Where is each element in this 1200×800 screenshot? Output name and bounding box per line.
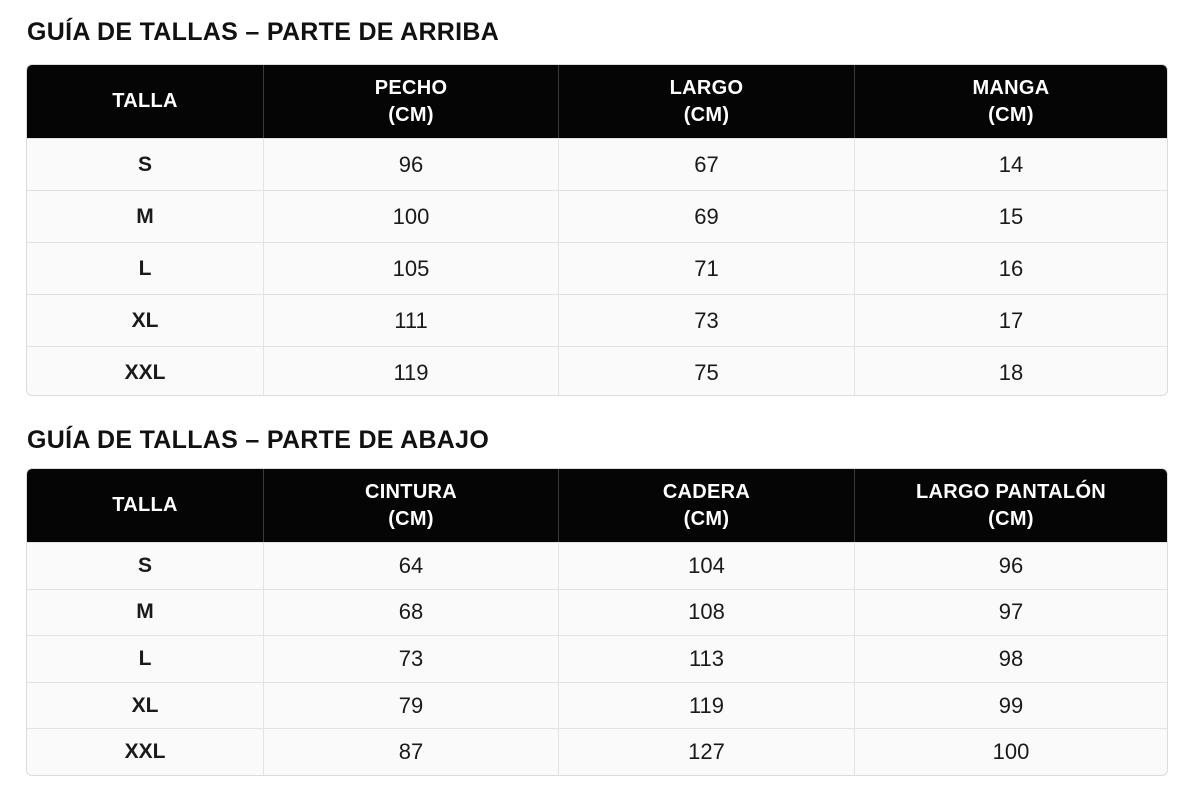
- pecho-cell: 111: [264, 295, 559, 346]
- top-section-title: GUÍA DE TALLAS – PARTE DE ARRIBA: [27, 18, 500, 46]
- cintura-cell: 73: [264, 636, 559, 682]
- table-row: [27, 138, 1167, 190]
- size-cell: L: [27, 243, 264, 294]
- manga-cell: 18: [998, 359, 1024, 385]
- largo-cell: 71: [559, 243, 855, 294]
- table-row: [27, 635, 1167, 682]
- size-cell: S: [27, 139, 264, 190]
- table-row: [27, 589, 1167, 636]
- size-cell: S: [27, 543, 264, 589]
- manga-cell: 15: [998, 203, 1024, 229]
- table-row: [27, 190, 1167, 242]
- largo-cell: 67: [559, 139, 855, 190]
- largo-cell: 69: [559, 191, 855, 242]
- table-row: [27, 346, 1167, 396]
- largo-pantalon-cell: 99: [998, 692, 1024, 718]
- header-talla: TALLA: [27, 65, 264, 138]
- header-manga: MANGA (CM): [972, 76, 1050, 126]
- size-cell: M: [27, 590, 264, 636]
- cintura-cell: 87: [264, 729, 559, 775]
- largo-cell: 75: [559, 347, 855, 396]
- size-cell: XL: [27, 683, 264, 729]
- table-header-row: [27, 65, 1167, 138]
- pecho-cell: 119: [264, 347, 559, 396]
- size-cell: XXL: [27, 347, 264, 396]
- largo-cell: 73: [559, 295, 855, 346]
- manga-cell: 14: [998, 151, 1024, 177]
- manga-cell: 17: [998, 307, 1024, 333]
- header-largo-pantalon: LARGO PANTALÓN (CM): [915, 480, 1107, 530]
- largo-pantalon-cell: 98: [998, 645, 1024, 671]
- size-cell: XL: [27, 295, 264, 346]
- top-size-table: [26, 64, 1168, 396]
- header-cadera: CADERA (CM): [559, 469, 855, 542]
- cadera-cell: 127: [559, 729, 855, 775]
- largo-pantalon-cell: 97: [998, 599, 1024, 625]
- largo-pantalon-cell: 96: [998, 552, 1024, 578]
- bottom-size-table: [26, 468, 1168, 776]
- header-talla: TALLA: [27, 469, 264, 542]
- pecho-cell: 105: [264, 243, 559, 294]
- pecho-cell: 100: [264, 191, 559, 242]
- header-largo: LARGO (CM): [559, 65, 855, 138]
- cintura-cell: 64: [264, 543, 559, 589]
- header-pecho: PECHO (CM): [264, 65, 559, 138]
- cintura-cell: 68: [264, 590, 559, 636]
- table-row: [27, 242, 1167, 294]
- header-cintura: CINTURA (CM): [264, 469, 559, 542]
- table-row: [27, 542, 1167, 589]
- manga-cell: 16: [998, 255, 1024, 281]
- cadera-cell: 119: [559, 683, 855, 729]
- table-row: [27, 294, 1167, 346]
- cintura-cell: 79: [264, 683, 559, 729]
- largo-pantalon-cell: 100: [992, 739, 1030, 765]
- cadera-cell: 113: [559, 636, 855, 682]
- bottom-section-title: GUÍA DE TALLAS – PARTE DE ABAJO: [27, 426, 490, 454]
- size-cell: M: [27, 191, 264, 242]
- table-row: [27, 728, 1167, 775]
- cadera-cell: 108: [559, 590, 855, 636]
- table-row: [27, 682, 1167, 729]
- size-cell: XXL: [27, 729, 264, 775]
- size-cell: L: [27, 636, 264, 682]
- pecho-cell: 96: [264, 139, 559, 190]
- cadera-cell: 104: [559, 543, 855, 589]
- table-header-row: [27, 469, 1167, 542]
